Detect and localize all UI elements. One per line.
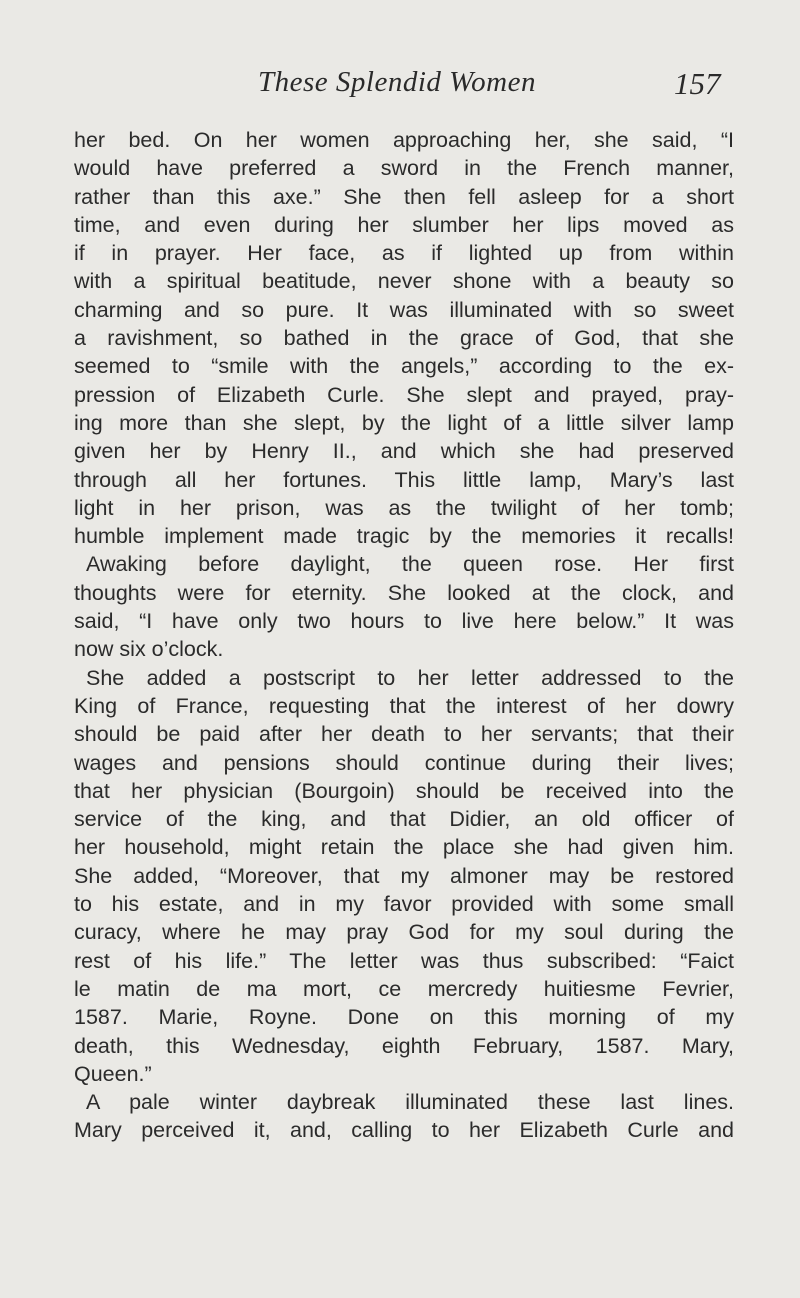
text-line: Awaking before daylight, the queen rose. Her first	[86, 552, 734, 577]
text-line: service of the king, and that Didier, an old officer of	[74, 807, 734, 832]
text-line: through all her fortunes. This little lamp, Mary’s last	[74, 467, 734, 492]
text-line: a ravishment, so bathed in the grace of God, that she	[74, 326, 734, 351]
text-line: A pale winter daybreak illuminated these last lines.	[86, 1090, 734, 1115]
text-line: humble implement made tragic by the memories it recalls!	[74, 524, 734, 549]
text-line: le matin de ma mort, ce mercredy huitiesme Fevrier,	[74, 976, 734, 1001]
text-line: to his estate, and in my favor provided with some small	[74, 892, 734, 917]
text-line: She added a postscript to her letter addressed to the	[86, 665, 734, 690]
text-line: ing more than she slept, by the light of a little silver lamp	[74, 410, 734, 435]
text-line: seemed to “smile with the angels,” according to the ex-	[74, 354, 734, 379]
text-line: with a spiritual beatitude, never shone with a beauty so	[74, 269, 734, 294]
body-text	[74, 126, 734, 1145]
text-line: death, this Wednesday, eighth February, 1587. Mary,	[74, 1033, 734, 1058]
text-line: her household, might retain the place she had given him.	[74, 835, 734, 860]
text-line: thoughts were for eternity. She looked at the clock, and	[74, 580, 734, 605]
text-line: King of France, requesting that the interest of her dowry	[74, 693, 734, 718]
text-line: curacy, where he may pray God for my soul during the	[74, 920, 734, 945]
text-line: now six o’clock.	[74, 637, 224, 662]
text-line: should be paid after her death to her servants; that their	[74, 722, 734, 747]
text-line: if in prayer. Her face, as if lighted up from within	[74, 241, 734, 266]
text-line: Mary perceived it, and, calling to her Elizabeth Curle and	[74, 1118, 734, 1143]
text-line: that her physician (Bourgoin) should be received into the	[74, 778, 734, 803]
text-line: wages and pensions should continue during their lives;	[74, 750, 734, 775]
page-number: 157	[674, 66, 721, 101]
text-line: Queen.”	[74, 1061, 152, 1086]
text-line: charming and so pure. It was illuminated with so sweet	[74, 297, 734, 322]
text-line: 1587. Marie, Royne. Done on this morning of my	[74, 1005, 734, 1030]
text-line: rather than this axe.” She then fell asleep for a short	[74, 184, 734, 209]
text-line: given her by Henry II., and which she had preserved	[74, 439, 734, 464]
text-line: rest of his life.” The letter was thus subscribed: “Faict	[74, 948, 734, 973]
running-title: These Splendid Women	[258, 66, 536, 98]
text-line: said, “I have only two hours to live here below.” It was	[74, 609, 734, 634]
text-line: light in her prison, was as the twilight of her tomb;	[74, 495, 734, 520]
text-line: pression of Elizabeth Curle. She slept and prayed, pray-	[74, 382, 734, 407]
running-head	[0, 66, 800, 106]
text-line: She added, “Moreover, that my almoner may be restored	[74, 863, 734, 888]
text-line: would have preferred a sword in the French manner,	[74, 156, 734, 181]
text-line: time, and even during her slumber her lips moved as	[74, 212, 734, 237]
text-line: her bed. On her women approaching her, she said, “I	[74, 128, 734, 152]
